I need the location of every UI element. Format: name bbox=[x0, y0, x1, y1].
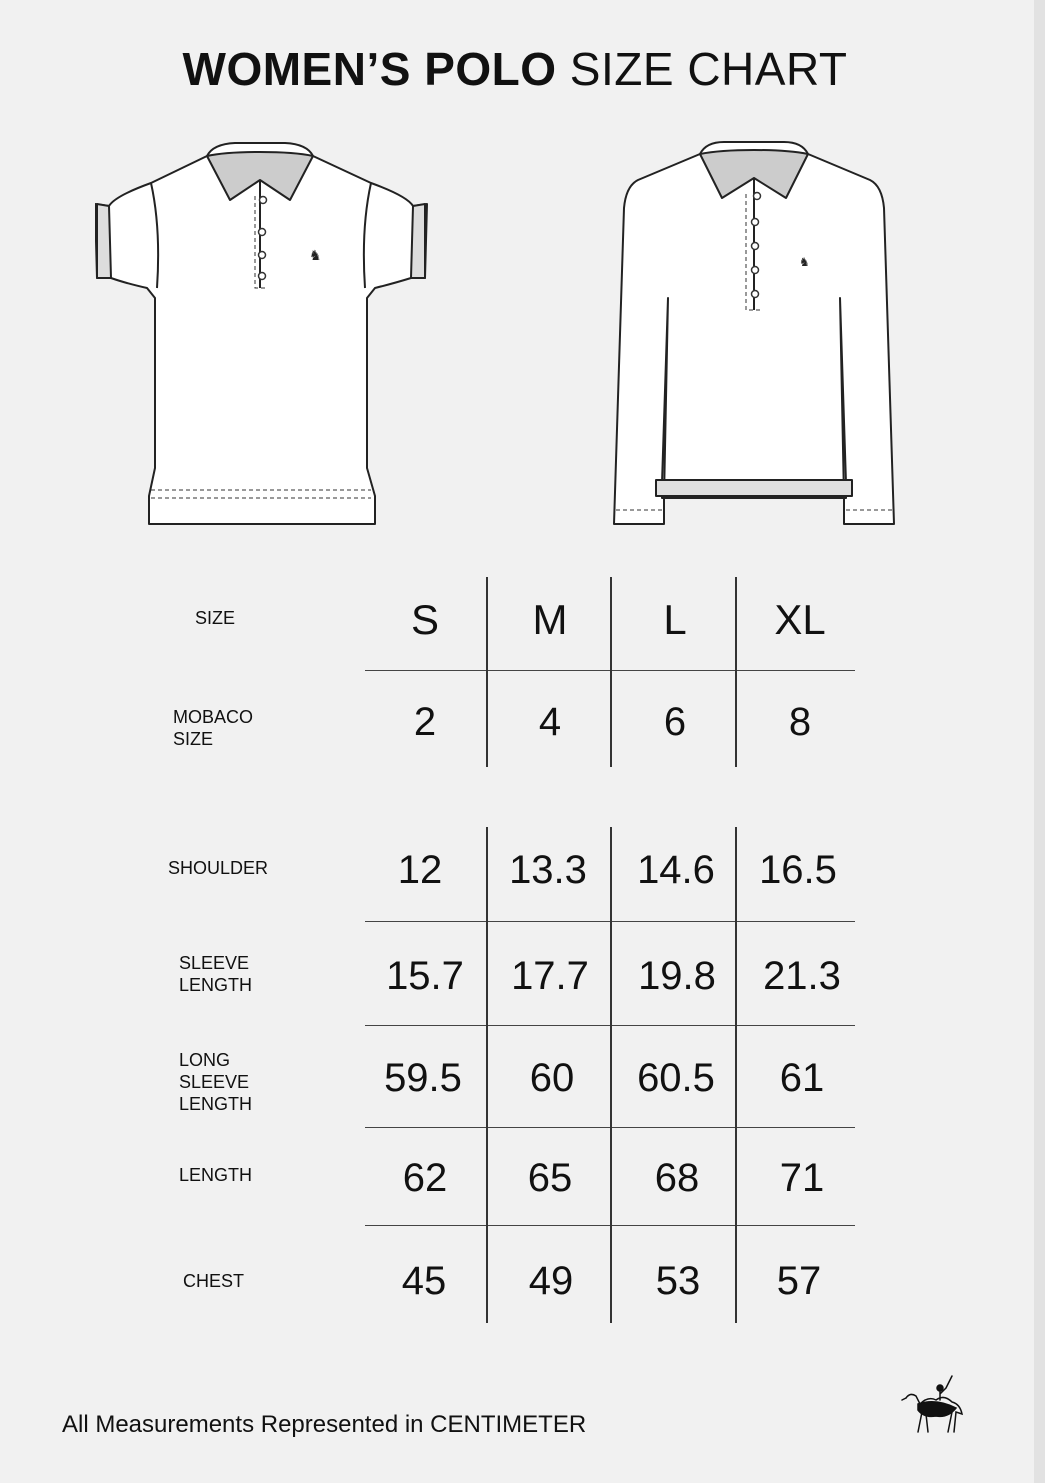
chest-cell: 53 bbox=[655, 1259, 701, 1303]
svg-text:♞: ♞ bbox=[799, 255, 810, 269]
mobaco-cell: 8 bbox=[788, 700, 812, 744]
size-header-m: M bbox=[532, 596, 568, 643]
size-header-l: L bbox=[663, 596, 687, 643]
column-divider bbox=[610, 577, 612, 767]
column-divider bbox=[610, 827, 612, 1323]
shoulder-cell: 16.5 bbox=[759, 848, 837, 892]
mobaco-cell: 4 bbox=[538, 700, 562, 744]
page-edge bbox=[1034, 0, 1045, 1483]
chest-cell: 45 bbox=[401, 1259, 447, 1303]
shoulder-cell: 14.6 bbox=[637, 848, 715, 892]
long-sleeve-polo-icon bbox=[612, 138, 898, 530]
shoulder-cell: 13.3 bbox=[509, 848, 587, 892]
label-shoulder: SHOULDER bbox=[168, 858, 269, 878]
length-cell: 71 bbox=[779, 1156, 825, 1200]
label-mobaco-size: MOBACO SIZE bbox=[173, 707, 254, 749]
label-size: SIZE bbox=[195, 608, 236, 628]
size-header-s: S bbox=[410, 596, 439, 643]
length-cell: 62 bbox=[402, 1156, 448, 1200]
title-light: SIZE CHART bbox=[556, 43, 848, 95]
label-chest: CHEST bbox=[183, 1271, 245, 1291]
column-divider bbox=[486, 827, 488, 1323]
sleeve-length-cell: 21.3 bbox=[763, 954, 841, 998]
measurement-note: All Measurements Represented in CENTIMETER bbox=[62, 1411, 587, 1438]
camel-rider-logo-icon bbox=[900, 1374, 970, 1436]
sleeve-length-cell: 19.8 bbox=[638, 954, 716, 998]
label-long-sleeve-length: LONG SLEEVE LENGTH bbox=[179, 1050, 253, 1114]
chest-cell: 49 bbox=[528, 1259, 574, 1303]
long-sleeve-length-cell: 59.5 bbox=[384, 1056, 462, 1100]
label-length: LENGTH bbox=[179, 1165, 253, 1185]
long-sleeve-length-cell: 60.5 bbox=[637, 1056, 715, 1100]
label-sleeve-length: SLEEVE LENGTH bbox=[179, 953, 253, 995]
column-divider bbox=[735, 577, 737, 767]
size-header-xl: XL bbox=[774, 596, 826, 643]
mobaco-cell: 2 bbox=[413, 700, 437, 744]
length-cell: 68 bbox=[654, 1156, 700, 1200]
page-title bbox=[0, 42, 1030, 96]
column-divider bbox=[735, 827, 737, 1323]
svg-text:♞: ♞ bbox=[309, 248, 322, 264]
sleeve-length-cell: 17.7 bbox=[511, 954, 589, 998]
shoulder-cell: 12 bbox=[397, 848, 443, 892]
sleeve-length-cell: 15.7 bbox=[386, 954, 464, 998]
title-bold: WOMEN’S POLO bbox=[182, 43, 557, 95]
short-sleeve-polo-icon bbox=[95, 138, 435, 530]
column-divider bbox=[486, 577, 488, 767]
length-cell: 65 bbox=[527, 1156, 573, 1200]
long-sleeve-length-cell: 61 bbox=[779, 1056, 825, 1100]
chest-cell: 57 bbox=[776, 1259, 822, 1303]
mobaco-cell: 6 bbox=[663, 700, 687, 744]
long-sleeve-length-cell: 60 bbox=[529, 1056, 575, 1100]
